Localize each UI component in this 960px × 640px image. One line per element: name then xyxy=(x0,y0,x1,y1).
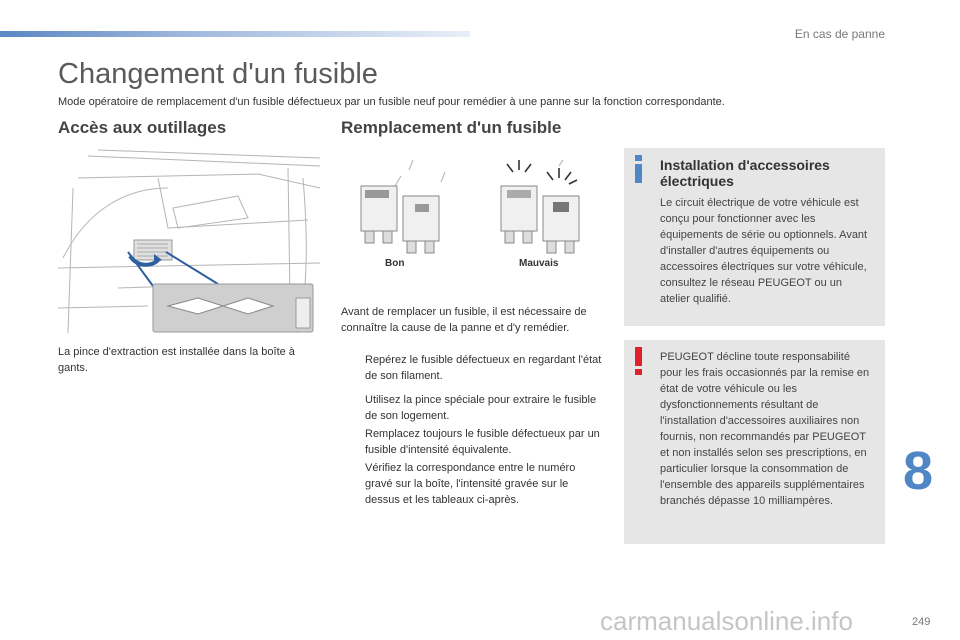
watermark: carmanualsonline.info xyxy=(600,606,853,636)
fuse-comparison-illustration xyxy=(341,158,603,278)
good-fuse-icon xyxy=(361,160,445,253)
chapter-number: 8 xyxy=(903,441,934,501)
info-icon xyxy=(635,155,642,183)
info-box-text: Le circuit électrique de votre véhicule est conçu pour fonctionner avec les équipements de série ou optionnels. Avant d'installer d'autres équipements ou accessoires électriques sur votre véhicule, consultez le réseau PEUGEOT ou un atelier qualifié. xyxy=(660,197,868,305)
replacement-steps xyxy=(341,352,603,510)
page-number: 249 xyxy=(912,616,931,628)
replacement-intro: Avant de remplacer un fusible, il est nécessaire de connaître la cause de la panne et d'y remédier. xyxy=(341,306,587,334)
replacement-heading: Remplacement d'un fusible xyxy=(341,118,562,137)
tools-heading: Accès aux outillages xyxy=(58,118,227,137)
warning-box xyxy=(624,340,885,544)
bad-fuse-label: Mauvais xyxy=(519,258,559,269)
glovebox-illustration xyxy=(58,148,320,333)
section-header: En cas de panne xyxy=(794,27,885,41)
list-item: Remplacez toujours le fusible défectueux par un fusible d'intensité équivalente. xyxy=(365,428,600,456)
list-item: Utilisez la pince spéciale pour extraire le fusible de son logement. xyxy=(365,394,597,422)
good-fuse-label: Bon xyxy=(385,258,405,269)
tools-caption: La pince d'extraction est installée dans la boîte à gants. xyxy=(58,346,295,374)
info-box-title: Installation d'accessoires électriques xyxy=(660,157,830,189)
info-box xyxy=(624,148,885,326)
warning-box-text: PEUGEOT décline toute responsabilité pour les frais occasionnés par la remise en état de votre véhicule ou les dysfonctionnements résultant de l'installation d'accessoires auxiliaires non fournis, non recommandés par PEUGEOT et non installés selon ses prescriptions, en particulier lorsque la consommation de l'ensemble des appareils supplémentaires branchés dépasse 10 milliampères. xyxy=(660,351,870,507)
header-accent-bar xyxy=(0,31,470,37)
bad-fuse-icon xyxy=(501,160,579,253)
list-item: Repérez le fusible défectueux en regardant l'état de son filament. xyxy=(365,354,602,382)
page-title: Changement d'un fusible xyxy=(58,58,378,90)
list-item: Vérifiez la correspondance entre le numéro gravé sur la boîte, l'intensité gravée sur le dessus et les tableaux ci-après. xyxy=(365,462,576,506)
exclamation-icon xyxy=(635,347,642,375)
page-subtitle: Mode opératoire de remplacement d'un fusible défectueux par un fusible neuf pour remédier à une panne sur la fonction correspondante. xyxy=(58,96,725,108)
